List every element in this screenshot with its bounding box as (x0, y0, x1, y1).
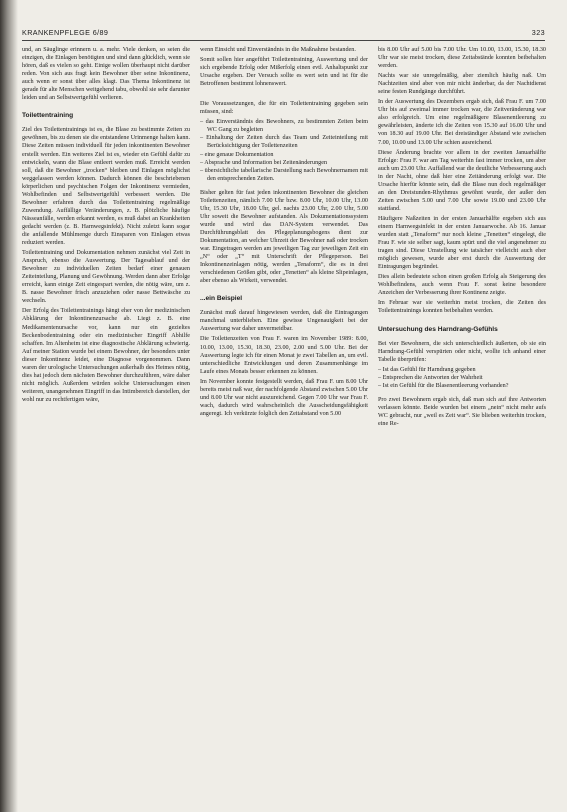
paragraph: Dies allein bedeutete schon einen großen Erfolg als Steigerung des Wohlbefindens, auch wenn Frau F. sonst keine besondere Anzeichen der Verbesserung ihrer Kontinenz zeigte. (378, 274, 546, 297)
paragraph: Im Februar war sie weiterhin meist trocken, die Zeiten des Toilettentrainings konnten beibehalten werden. (378, 300, 546, 315)
column-1 (22, 46, 190, 804)
paragraph: Pro zwei Bewohnern ergab sich, daß man sich auf ihre Antworten verlassen könnte. Beide wurden bei einem „nein“ nicht mehr aufs WC gebracht, nur „weil es Zeit war“. Sie blieben weiterhin trocken, eine Re- (378, 396, 546, 427)
paragraph: Somit sollen hier angeführt Toilettentraining, Auswertung und der sich ergebende Erfolg oder Mißerfolg einen evtl. Anhaltspunkt zur Ursache ergeben. Der Versuch sollte es wert sein und ist für die Betroffenen bestimmt lohnenswert. (200, 57, 368, 88)
list-item: – Ist das Gefühl für Harndrang gegeben (378, 366, 546, 374)
list-item: – Einhaltung der Zeiten durch das Team und Zeiteinteilung mit Berücksichtigung der Toilettenzeiten (200, 134, 368, 150)
paragraph: Die Toilettenzeiten von Frau F. waren im November 1989: 8.00, 10.00, 13.00, 15.30, 18.30, 23.00, 2.00 und 5.00 Uhr. Bei der Auswertung legte ich für einen Monat je zwei Tabellen an, um evtl. unterschiedliche Entwicklungen und deren Zusammenhänge im Laufe eines Monats besser erkennen zu können. (200, 336, 368, 375)
paragraph: Nachts war sie unregelmäßig, aber ziemlich häufig naß. Um Nachtzeiten sind aber von mir nicht änderbar, da der Nachtdienst seine festen Rundgänge durchführt. (378, 73, 546, 96)
section-heading-harndrang: Untersuchung des Harndrang-Gefühls (378, 325, 498, 333)
section-heading-beispiel: ...ein Beispiel (200, 295, 243, 303)
list-item: – Absprache und Information bei Zeitenänderungen (200, 159, 368, 167)
question-list (378, 366, 546, 390)
paragraph: Bei vier Bewohnern, die sich unterschiedlich äußerten, ob sie ein Harndrang-Gefühl verspürten oder nicht, wollte ich anhand einer Tabelle überprüfen: (378, 340, 546, 363)
list-item: – übersichtliche tabellarische Darstellung nach Bewohnernamen mit den entsprechenden Zeiten. (200, 167, 368, 183)
section-heading-toilettentraining: Toilettentraining (22, 112, 74, 120)
list-item: – Entsprechen die Antworten der Wahrheit (378, 374, 546, 382)
list-item: – Ist ein Gefühl für die Blasenentleerung vorhanden? (378, 382, 546, 390)
list-item: – das Einverständnis des Bewohners, zu bestimmten Zeiten beim WC Gang zu begleiten (200, 118, 368, 134)
paragraph: Die Voraussetzungen, die für ein Toilettentraining gegeben sein müssen, sind: (200, 101, 368, 116)
paragraph: bis 8.00 Uhr auf 5.00 bis 7.00 Uhr. Um 10.00, 13.00, 15.30, 18.30 Uhr war sie meist trocken, diese Zeitabstände konnten beibehalten werden. (378, 47, 546, 70)
paragraph: Der Erfolg des Toilettentrainings hängt eher von der medizinischen Abklärung der Inkontinenzursache ab. Liegt z. B. eine Medikamentenursache vor, kann nur ein gezieltes Beckenbodentraining oder ein medizinischer Eingriff Abhilfe schaffen. Im Altenheim ist eine diagnostische Abklärung schwierig. Auf meiner Station wurde bei einem Bewohner, der besonders unter dieser Inkontinenz leidet, eine Diagnose vorgenommen. Dann waren der urologische Untersuchungen außerhalb des Heimes nötig, dies hat jedoch dem nächsten Bewohner durchzuführen, wäre daher nicht möglich. Außerdem würden solche Untersuchungen einen weiteren, unangenehmen Eingriff in das Intimbereich darstellen, der wohl nur zu rechtfertigen wäre, (22, 308, 190, 403)
paragraph: Häufigere Naßzeiten in der ersten Januarhälfte ergeben sich aus einem Harnwegsinfekt in der ersten Januarwoche. Ab 16. Januar wurden statt „Tenaform“ nur noch kleine „Tenetten“ eingelegt, die Frau F. wie sie selber sagt, kaum spürt und die viel angenehmer zu tragen sind. Diese Umstellung wie tatsächer vielleicht auch eher möglich gewesen, wurde aber erst durch die Auswertung der Eintragungen begründet. (378, 215, 546, 271)
paragraph: Bisher gelten für fast jeden inkontinenten Bewohner die gleichen Toilettenzeiten, nämlich 7.00 Uhr bzw. 8.00 Uhr, 10.00 Uhr, 13.00 Uhr, 15.30 Uhr, 18.00 Uhr, gel. nachts 23.00 Uhr, 2.00 Uhr, 5.00 Uhr soweit die Bewohner aufstanden. Als Dokumentationssystem wurde und wird das DAN-System verwendet. Das Durchführungsblatt des Pflegeplanungsbogens dient zur Dokumentation, an welcher Uhrzeit der Bewohner naß oder trocken war. Eingetragen werden am jeweiligen Tag zur jeweiligen Zeit ein „N“ oder „T“ mit Unterschrift der Pflegeperson. Bei Inkontinenzeinlagen nötig, werden „Tenaform“, die es in drei verschiedenen Größen gibt, oder „Tenetten“ als kleine Slipeinlagen, aber ebenso als Wirkeit, verwendet. (200, 189, 368, 285)
binding-shadow (0, 0, 18, 812)
paragraph: Toilettentraining und Dokumentation nehmen zunächst viel Zeit in Anspruch, ebenso die Auswertung. Der Tagesablauf und der Bewohner zu individuellen Zeiten bedarf einer genauen Zeiteinteilung, Planung und Gewöhnung. Werden dann aber Erfolge erreicht, kann einige Zeit eingespart werden, die nötig wäre, um z. B. nasse Bewohner frisch anzuziehen oder nasse Bettwäsche zu wechseln. (22, 250, 190, 305)
requirements-list (200, 118, 368, 182)
list-item: – eine genaue Dokumentation (200, 151, 368, 159)
page-number: 323 (531, 28, 545, 37)
column-3 (378, 46, 546, 804)
paragraph: Ziel des Toilettentrainings ist es, die Blase zu bestimmte Zeiten zu gewöhnen, bis zu denen sie die entstandene Urinmenge halten kann. Diese Zeiten müssen individuell für jeden inkontinenten Bewohner erstellt werden. Ein weiteres Ziel ist es, wieder ein Gefühl dafür zu entwickeln, wann die Blase entleert werden muß. Erreicht werden soll, daß die Bewohner „trocken“ bleiben und Einlagen möglichst weggelassen werden können. Dadurch können die beschriebenen körperlichen und psychischen Folgen der Inkontinenz vermieden, Wohlbefinden und Selbstwertgefühl verbessert werden. Die Bewohner erfahren durch das Toilettentraining regelmäßige Zuwendung. Auffällige Veränderungen, z. B. plötzliche häufige Nässeanfälle, werden erkannt werden, es muß dabei an Krankheiten gedacht werden (z. B. Harnwegsinfekt). Nicht zuletzt kann sogar die anfallende Mühlmenge durch Einsparen von Einlagen etwas reduziert werden. (22, 127, 190, 247)
paragraph: und, an Säuglinge erinnern u. a. mehr. Viele denken, so seien die einzigen, die Einlagen benötigten und sind dann glücklich, wenn sie hören, daß es vielen so geht. Einige wollen überhaupt nicht darüber reden. Von sich aus fragt kein Bewohner über seine Inkontinenz, auch wenn er sonst über alles klagt. Das Thema Inkontinenz ist gerade für alte Menschen weitgehend tabu, obwohl sie sehr darunter leiden und an Selbstwertgefühl verlieren. (22, 47, 190, 102)
journal-name: KRANKENPFLEGE 6/89 (22, 28, 109, 37)
running-head (22, 28, 545, 41)
paragraph: In der Auswertung des Dezembers ergab sich, daß Frau F. um 7.00 Uhr bis auf zweimal immer trocken war, die Zeitveränderung war also erfolgreich. Um eine regelmäßigere Blasenentleerung zu gewährleisten, änderte ich die Zeiten von 15.30 auf 16.00 Uhr und von 18.30 auf 19.00 Uhr. Bei dreiständiger Abstand wie zwischen 7.00, 10.00 und 13.00 Uhr schien ausreichend. (378, 99, 546, 146)
column-2 (200, 46, 368, 804)
paragraph: wenn Einsicht und Einverständnis in die Maßnahme bestanden. (200, 47, 356, 53)
paragraph: Diese Änderung brachte vor allem in der zweiten Januarhälfte Erfolge: Frau F. war am Tag weiterhin fast immer trocken, um aber auch um 23.00 Uhr. Auffallend war die deutliche Verbesserung auch in der Nacht, ohne daß hier eine Zeitänderung erfolgt war. Die Ursache hierfür könnte sein, daß die Blase nun doch regelmäßiger an den Dreistunden-Rhythmus gewöhnt wurde, der außer den Zeiten zwischen 5.00 und 7.00 Uhr sowie 19.00 und 23.00 Uhr stattfand. (378, 149, 546, 212)
paragraph: Zunächst muß darauf hingewiesen werden, daß die Eintragungen manchmal unterblieben. Eine gewisse Ungenauigkeit bei der Auswertung war daher unvermeidbar. (200, 310, 368, 333)
paragraph: Im November konnte festgestellt werden, daß Frau F. um 8.00 Uhr bereits meist naß war, der nachfolgende Abstand zwischen 5.00 Uhr und 8.00 Uhr war nicht auszureichend. Gegen 7.00 Uhr war Frau F. wach, dadurch wird wahrscheinlich die Ausscheidungsfähigkeit angeregt. Ich verkürzte folglich den Zeitabstand von 5.00 (200, 378, 368, 417)
